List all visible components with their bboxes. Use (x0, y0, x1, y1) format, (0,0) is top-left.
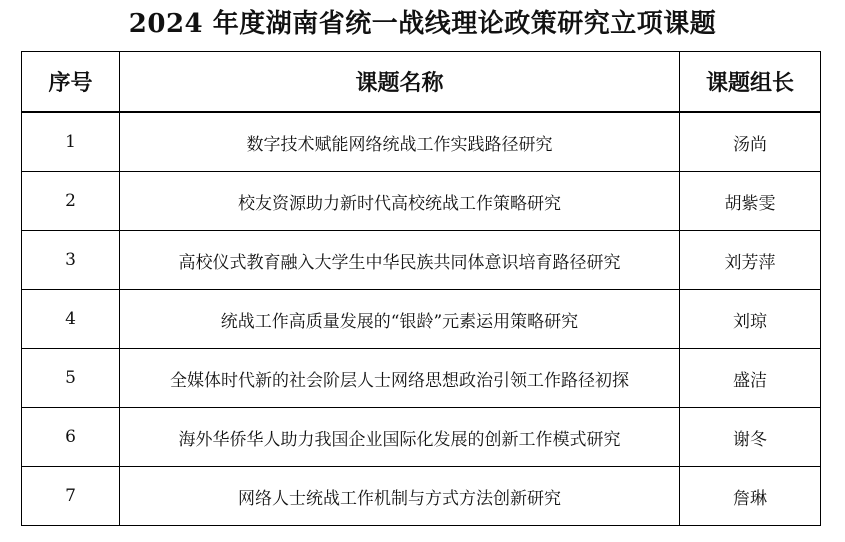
row-index: 5 (22, 349, 120, 408)
row-leader: 詹琳 (680, 467, 821, 526)
row-project-name: 网络人士统战工作机制与方式方法创新研究 (120, 467, 680, 526)
header-index: 序号 (22, 52, 120, 113)
row-leader: 汤尚 (680, 112, 821, 172)
table-row (22, 349, 821, 408)
header-name: 课题名称 (120, 52, 680, 113)
table-row (22, 172, 821, 231)
table-row (22, 467, 821, 526)
table-row (22, 112, 821, 172)
row-leader: 谢冬 (680, 408, 821, 467)
row-project-name: 全媒体时代新的社会阶层人士网络思想政治引领工作路径初探 (120, 349, 680, 408)
row-project-name: 数字技术赋能网络统战工作实践路径研究 (120, 112, 680, 172)
row-project-name: 统战工作高质量发展的“银龄”元素运用策略研究 (120, 290, 680, 349)
row-project-name: 高校仪式教育融入大学生中华民族共同体意识培育路径研究 (120, 231, 680, 290)
document-title: 2024 年度湖南省统一战线理论政策研究立项课题 (128, 9, 717, 39)
row-leader: 刘琼 (680, 290, 821, 349)
table-row (22, 408, 821, 467)
header-leader: 课题组长 (680, 52, 821, 113)
row-index: 6 (22, 408, 120, 467)
row-leader: 胡紫雯 (680, 172, 821, 231)
row-leader: 盛洁 (680, 349, 821, 408)
table-row (22, 231, 821, 290)
table-header-row (22, 52, 821, 113)
row-project-name: 海外华侨华人助力我国企业国际化发展的创新工作模式研究 (120, 408, 680, 467)
row-index: 7 (22, 467, 120, 526)
row-index: 3 (22, 231, 120, 290)
row-index: 4 (22, 290, 120, 349)
row-index: 1 (22, 112, 120, 172)
row-project-name: 校友资源助力新时代高校统战工作策略研究 (120, 172, 680, 231)
row-index: 2 (22, 172, 120, 231)
row-leader: 刘芳萍 (680, 231, 821, 290)
projects-table (21, 51, 821, 526)
table-row (22, 290, 821, 349)
